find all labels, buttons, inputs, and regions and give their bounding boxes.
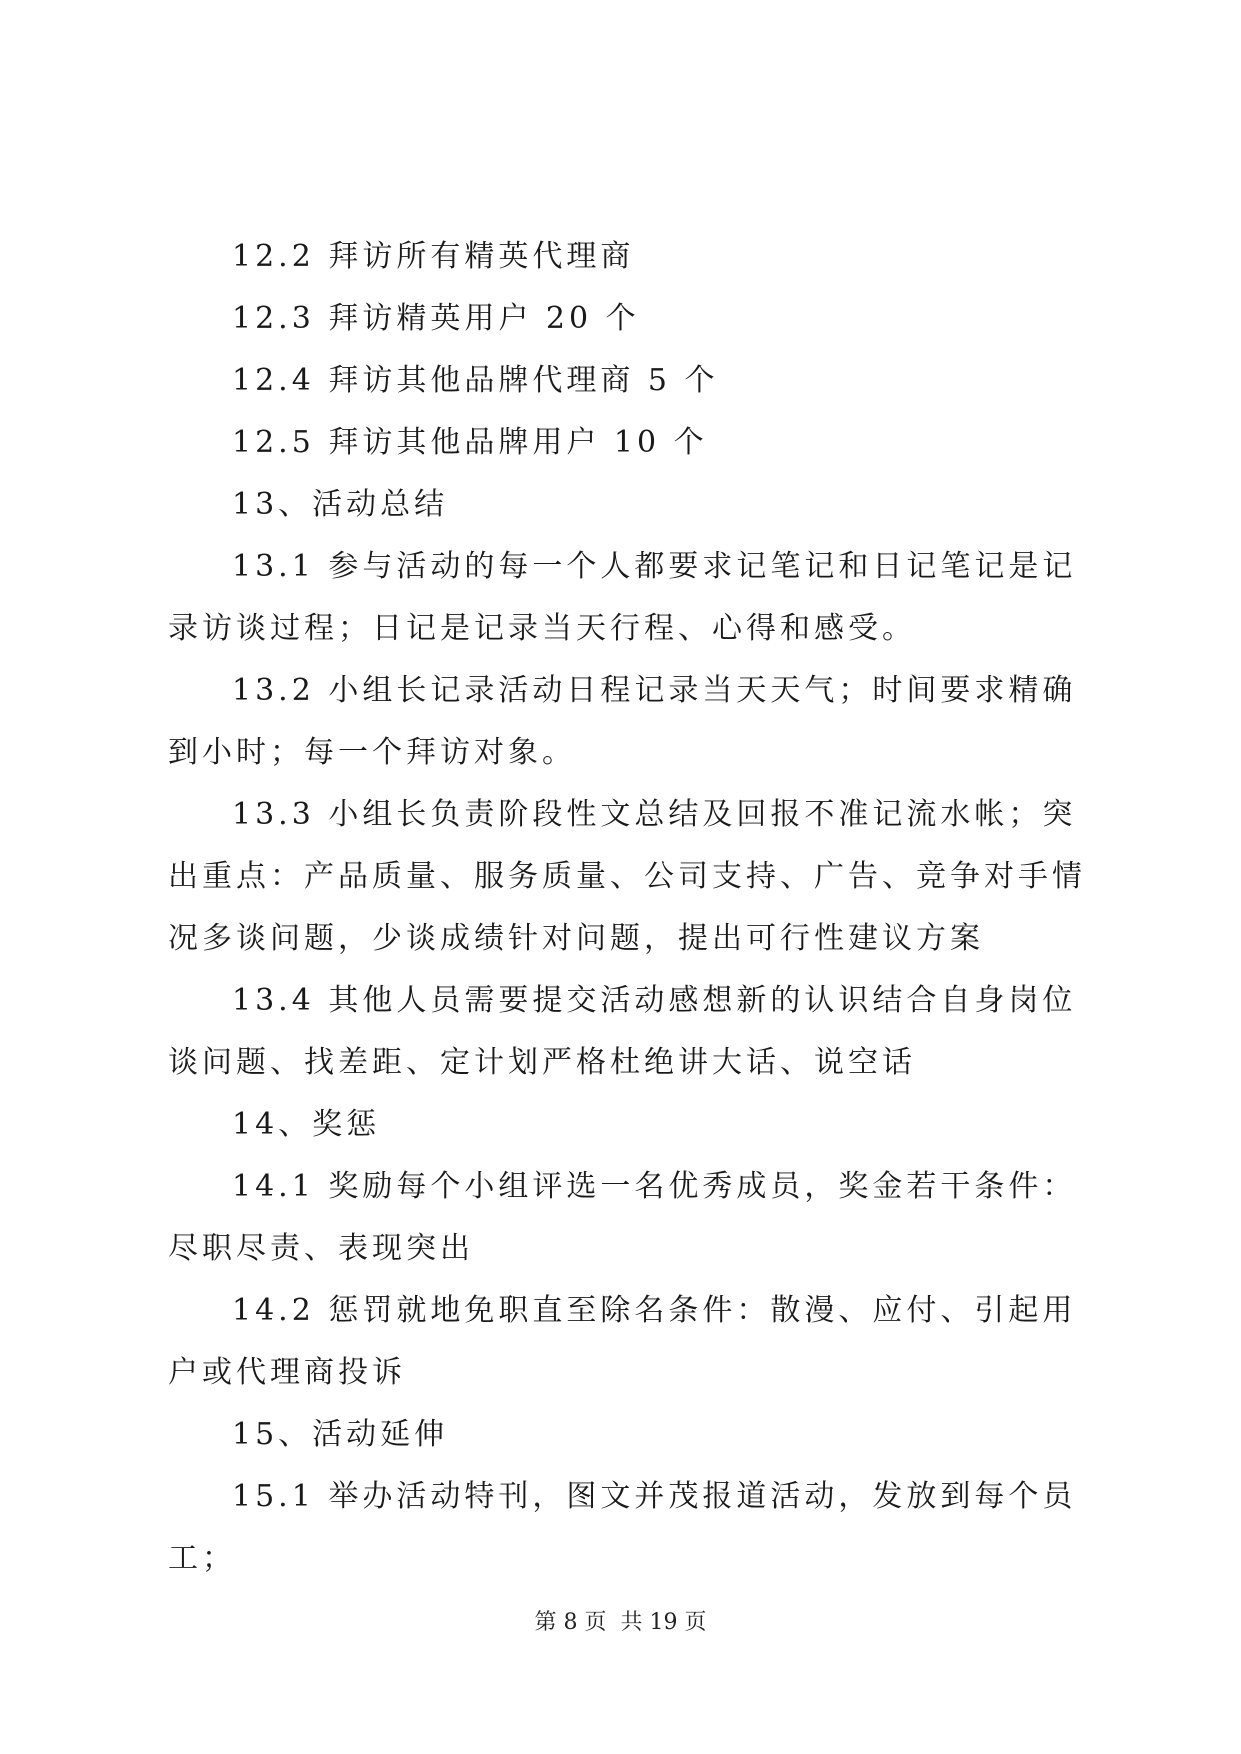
paragraph-13-3: 13.3 小组长负责阶段性文总结及回报不准记流水帐；突出重点：产品质量、服务质量、公司支持、广告、竞争对手情况多谈问题，少谈成绩针对问题，提出可行性建议方案 xyxy=(168,797,1086,956)
page-footer xyxy=(0,1605,1241,1636)
paragraph-12-5: 12.5 拜访其他品牌用户 10 个 xyxy=(232,425,708,460)
paragraph-13-4: 13.4 其他人员需要提交活动感想新的认识结合自身岗位谈问题、找差距、定计划严格杜绝讲大话、说空话 xyxy=(168,983,1077,1080)
paragraph-13-1: 13.1 参与活动的每一个人都要求记笔记和日记笔记是记录访谈过程；日记是记录当天行程、心得和感受。 xyxy=(168,549,1077,646)
page-number-label: 第 8 页 共 19 页 xyxy=(534,1610,707,1635)
paragraph-12-4: 12.4 拜访其他品牌代理商 5 个 xyxy=(232,363,719,398)
section-heading-15: 15、活动延伸 xyxy=(232,1417,449,1452)
section-heading-13: 13、活动总结 xyxy=(232,487,449,522)
paragraph-14-2: 14.2 惩罚就地免职直至除名条件：散漫、应付、引起用户或代理商投诉 xyxy=(168,1293,1077,1390)
paragraph-13-2: 13.2 小组长记录活动日程记录当天天气；时间要求精确到小时；每一个拜访对象。 xyxy=(168,673,1077,770)
paragraph-15-1: 15.1 举办活动特刊，图文并茂报道活动，发放到每个员工； xyxy=(168,1479,1077,1576)
section-heading-14: 14、奖惩 xyxy=(232,1107,381,1142)
paragraph-12-2: 12.2 拜访所有精英代理商 xyxy=(232,239,635,274)
paragraph-12-3: 12.3 拜访精英用户 20 个 xyxy=(232,301,640,336)
document-body xyxy=(168,226,1088,1590)
paragraph-14-1: 14.1 奖励每个小组评选一名优秀成员，奖金若干条件：尽职尽责、表现突出 xyxy=(168,1169,1077,1266)
